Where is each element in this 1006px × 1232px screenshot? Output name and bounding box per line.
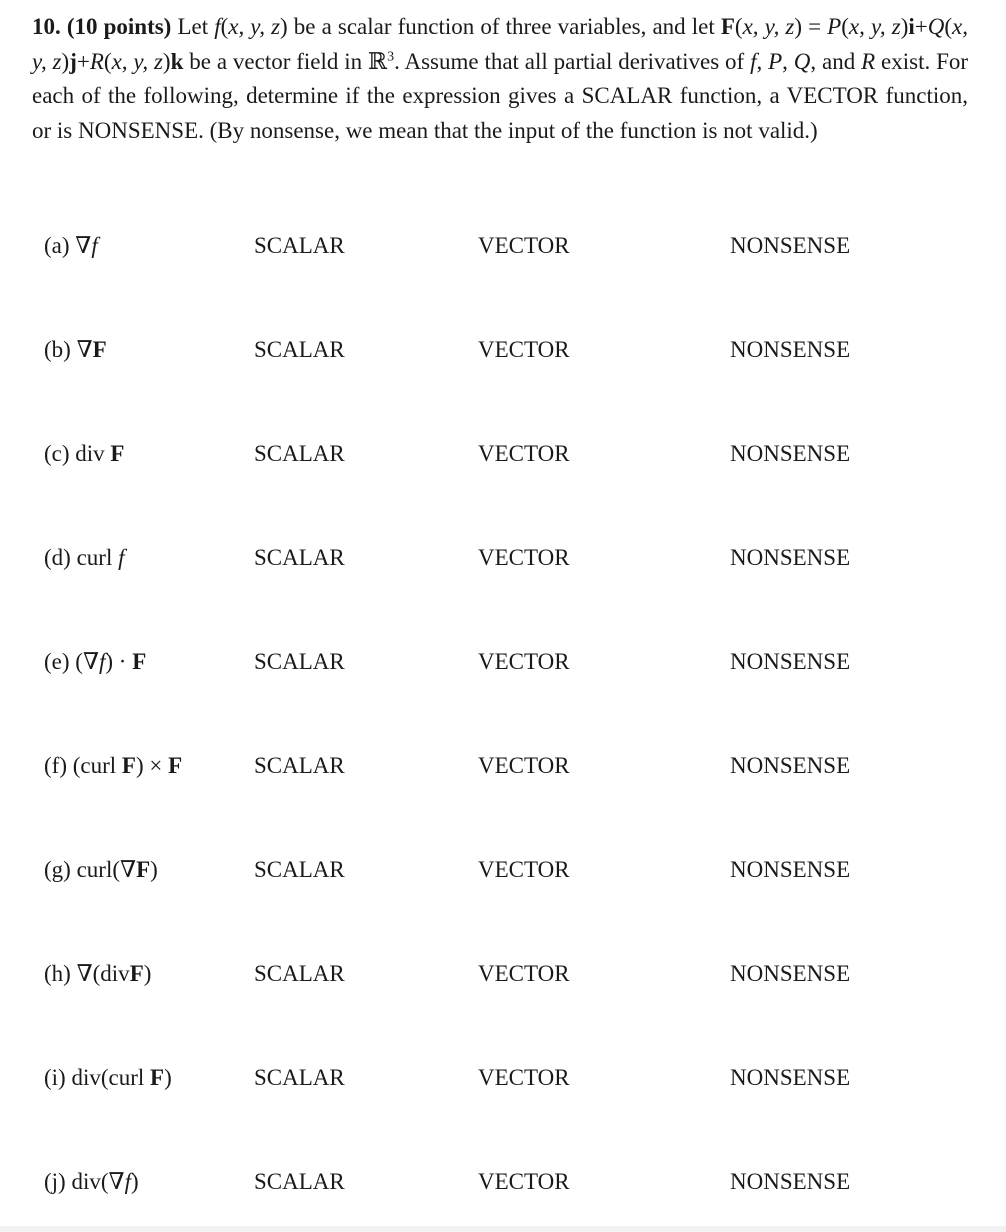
- part-row-i: [0, 1058, 1006, 1098]
- paren-open: (: [220, 14, 229, 39]
- paren-close-5: ): [162, 48, 171, 74]
- problem-points: (10 points): [66, 14, 172, 39]
- option-nonsense[interactable]: NONSENSE: [730, 337, 851, 362]
- option-nonsense[interactable]: NONSENSE: [730, 649, 851, 674]
- symbol-Q: Q: [927, 14, 945, 39]
- variables-xyz-5: x, y, z: [111, 48, 163, 74]
- symbol-f: f: [214, 14, 221, 39]
- part-label: (c) div F: [44, 441, 125, 466]
- comma-2: ,: [782, 48, 794, 74]
- paren-close-3: ): [900, 14, 909, 39]
- part-row-e: [0, 642, 1006, 682]
- paren-open-3: (: [841, 14, 849, 39]
- option-scalar[interactable]: SCALAR: [254, 441, 345, 466]
- part-label: (d) curl f: [44, 545, 125, 570]
- part-label: (f) (curl F) × F: [44, 753, 183, 778]
- option-vector[interactable]: VECTOR: [478, 337, 570, 362]
- paren-open-2: (: [734, 14, 743, 39]
- symbol-R: R: [89, 48, 104, 74]
- option-nonsense[interactable]: NONSENSE: [730, 1065, 851, 1090]
- option-vector[interactable]: VECTOR: [478, 545, 570, 570]
- part-row-h: [0, 954, 1006, 994]
- problem-text-5: . Assume that all partial derivatives of: [394, 48, 751, 74]
- symbol-R-2: R: [861, 48, 876, 74]
- part-row-c: [0, 434, 1006, 474]
- problem-text-3: ) =: [794, 14, 822, 39]
- option-nonsense[interactable]: NONSENSE: [730, 441, 851, 466]
- variables-xyz-4: x, y, z: [32, 14, 968, 74]
- page-bottom-edge: [0, 1226, 1006, 1232]
- option-vector[interactable]: VECTOR: [478, 857, 570, 882]
- option-scalar[interactable]: SCALAR: [254, 233, 345, 258]
- option-scalar[interactable]: SCALAR: [254, 337, 345, 362]
- part-label: (g) curl(∇F): [44, 857, 158, 882]
- symbol-P: P: [827, 14, 842, 39]
- part-label: (i) div(curl F): [44, 1065, 172, 1090]
- and-text: , and: [810, 48, 862, 74]
- option-nonsense[interactable]: NONSENSE: [730, 1169, 851, 1194]
- symbol-Q-2: Q: [793, 48, 811, 74]
- part-label: (h) ∇(divF): [44, 961, 152, 986]
- option-nonsense[interactable]: NONSENSE: [730, 857, 851, 882]
- symbol-i: i: [908, 14, 915, 39]
- part-row-j: [0, 1162, 1006, 1202]
- part-label: (b) ∇F: [44, 337, 107, 362]
- option-vector[interactable]: VECTOR: [478, 961, 570, 986]
- part-label: (a) ∇f: [44, 233, 98, 258]
- option-scalar[interactable]: SCALAR: [254, 857, 345, 882]
- part-row-b: [0, 330, 1006, 370]
- paren-close-4: ): [61, 48, 70, 74]
- variables-xyz-3: x, y, z: [848, 14, 901, 39]
- problem-text-1: Let: [177, 14, 215, 39]
- comma-1: ,: [756, 48, 769, 74]
- problem-text-6: exist. For each of the following, determine if the expression gives a SCALAR function, a VECTOR function, or is NONSENSE. (By nonsense, we mean that the input of the function is not valid.): [32, 48, 969, 143]
- part-label: (j) div(∇f): [44, 1169, 139, 1194]
- option-nonsense[interactable]: NONSENSE: [730, 753, 851, 778]
- variables-xyz: x, y, z: [228, 14, 281, 39]
- symbol-P-2: P: [768, 48, 783, 74]
- part-row-a: [0, 226, 1006, 266]
- option-scalar[interactable]: SCALAR: [254, 649, 345, 674]
- symbol-k: k: [170, 48, 184, 74]
- part-label: (e) (∇f) · F: [44, 649, 147, 674]
- option-nonsense[interactable]: NONSENSE: [730, 961, 851, 986]
- option-vector[interactable]: VECTOR: [478, 1065, 570, 1090]
- part-row-f: [0, 746, 1006, 786]
- paren-open-5: (: [103, 48, 112, 74]
- problem-number: 10.: [32, 14, 61, 39]
- option-scalar[interactable]: SCALAR: [254, 1169, 345, 1194]
- problem-text-2: ) be a scalar function of three variables, and let: [280, 14, 721, 39]
- superscript-three: 3: [387, 48, 395, 64]
- paren-open-4: (: [944, 14, 953, 39]
- option-scalar[interactable]: SCALAR: [254, 1065, 345, 1090]
- option-nonsense[interactable]: NONSENSE: [730, 545, 851, 570]
- option-vector[interactable]: VECTOR: [478, 1169, 570, 1194]
- option-vector[interactable]: VECTOR: [478, 441, 570, 466]
- symbol-f-2: f: [750, 48, 757, 74]
- option-vector[interactable]: VECTOR: [478, 753, 570, 778]
- variables-xyz-2: x, y, z: [742, 14, 795, 39]
- symbol-F: F: [720, 14, 735, 39]
- part-row-g: [0, 850, 1006, 890]
- option-nonsense[interactable]: NONSENSE: [730, 233, 851, 258]
- part-row-d: [0, 538, 1006, 578]
- option-vector[interactable]: VECTOR: [478, 233, 570, 258]
- plus-1: +: [914, 14, 928, 39]
- symbol-j: j: [69, 48, 77, 74]
- option-scalar[interactable]: SCALAR: [254, 961, 345, 986]
- option-vector[interactable]: VECTOR: [478, 649, 570, 674]
- problem-text-4: be a vector field in ℝ: [183, 48, 388, 74]
- plus-2: +: [76, 48, 90, 74]
- option-scalar[interactable]: SCALAR: [254, 753, 345, 778]
- option-scalar[interactable]: SCALAR: [254, 545, 345, 570]
